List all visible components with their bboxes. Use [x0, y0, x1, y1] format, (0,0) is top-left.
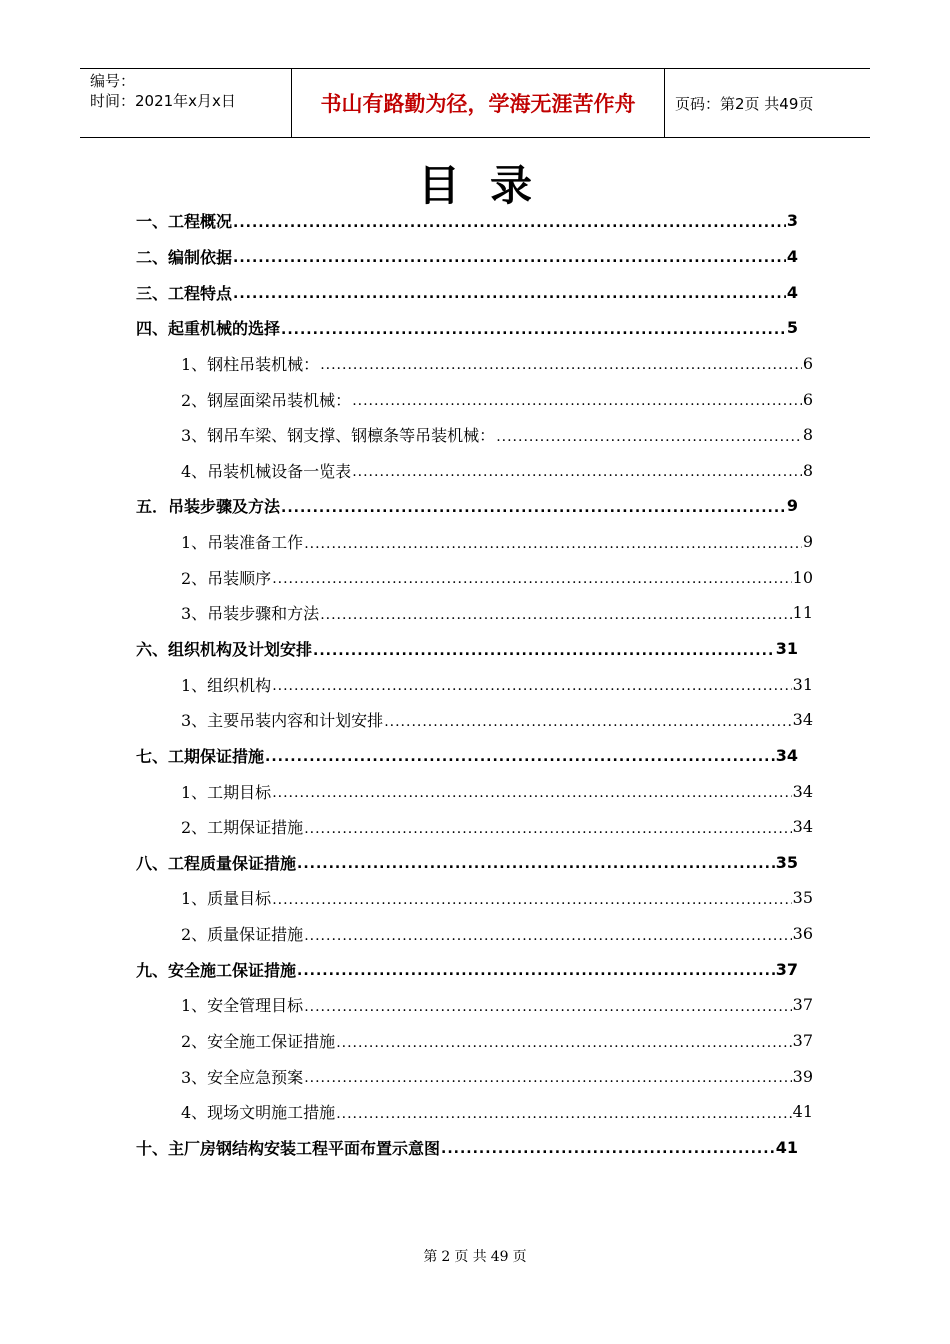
toc-dot-leader — [233, 250, 786, 266]
toc-entry-page-number: 4 — [786, 246, 798, 266]
toc-entry-page-number: 34 — [775, 745, 798, 765]
toc-dot-leader — [281, 500, 786, 516]
toc-subsection-entry[interactable] — [0, 381, 813, 417]
toc-entry-label: 1、质量目标 — [181, 889, 272, 909]
toc-entry-page-number: 41 — [775, 1137, 798, 1157]
toc-entry-page-number: 34 — [792, 781, 813, 801]
toc-dot-leader — [320, 357, 802, 373]
toc-dot-leader — [304, 999, 791, 1015]
toc-entry-label: 2、工期保证措施 — [181, 818, 304, 838]
toc-entry-page-number: 6 — [802, 389, 813, 409]
toc-subsection-entry[interactable] — [0, 916, 813, 952]
toc-entry-page-number: 6 — [802, 353, 813, 373]
document-date: 时间：2021年x月x日 — [90, 92, 236, 110]
toc-dot-leader — [496, 429, 802, 445]
toc-dot-leader — [304, 536, 802, 552]
toc-subsection-entry[interactable] — [0, 559, 813, 595]
toc-subsection-entry[interactable] — [0, 702, 813, 738]
toc-entry-label: 2、吊装顺序 — [181, 568, 272, 588]
toc-dot-leader — [304, 928, 791, 944]
toc-section-entry[interactable] — [0, 274, 798, 310]
toc-subsection-entry[interactable] — [0, 666, 813, 702]
toc-entry-label: 3、吊装步骤和方法 — [181, 604, 320, 624]
toc-dot-leader — [233, 286, 786, 302]
page-header — [80, 68, 870, 138]
toc-subsection-entry[interactable] — [0, 1058, 813, 1094]
toc-dot-leader — [313, 643, 775, 659]
toc-section-entry[interactable] — [0, 1130, 798, 1166]
toc-dot-leader — [336, 1106, 791, 1122]
toc-dot-leader — [441, 1141, 775, 1157]
toc-subsection-entry[interactable] — [0, 452, 813, 488]
toc-entry-page-number: 41 — [792, 1102, 813, 1122]
toc-entry-label: 1、工期目标 — [181, 782, 272, 802]
toc-dot-leader — [320, 607, 791, 623]
toc-entry-label: 3、安全应急预案 — [181, 1067, 304, 1087]
toc-subsection-entry[interactable] — [0, 987, 813, 1023]
toc-entry-label: 1、钢柱吊装机械： — [181, 354, 320, 374]
toc-section-entry[interactable] — [0, 239, 798, 275]
toc-subsection-entry[interactable] — [0, 880, 813, 916]
toc-section-entry[interactable] — [0, 631, 798, 667]
toc-entry-page-number: 8 — [802, 460, 813, 480]
toc-dot-leader — [233, 215, 786, 231]
header-page-info: 页码：第2页 共49页 — [675, 94, 814, 113]
toc-entry-label: 二、编制依据 — [136, 247, 233, 267]
table-of-contents — [0, 203, 950, 1165]
toc-dot-leader — [265, 749, 775, 765]
toc-entry-page-number: 36 — [792, 924, 813, 944]
toc-entry-page-number: 35 — [775, 852, 798, 872]
toc-entry-page-number: 4 — [786, 282, 798, 302]
toc-entry-label: 一、工程概况 — [136, 212, 233, 232]
toc-entry-label: 2、安全施工保证措施 — [181, 1032, 336, 1052]
toc-subsection-entry[interactable] — [0, 1023, 813, 1059]
toc-entry-page-number: 10 — [792, 567, 813, 587]
toc-entry-label: 2、钢屋面梁吊装机械： — [181, 390, 352, 410]
toc-entry-page-number: 35 — [792, 888, 813, 908]
toc-entry-page-number: 37 — [792, 995, 813, 1015]
toc-section-entry[interactable] — [0, 488, 798, 524]
toc-entry-label: 4、现场文明施工措施 — [181, 1103, 336, 1123]
toc-subsection-entry[interactable] — [0, 1094, 813, 1130]
toc-entry-page-number: 34 — [792, 817, 813, 837]
toc-section-entry[interactable] — [0, 951, 798, 987]
footer-prefix: 第 — [423, 1249, 438, 1265]
toc-entry-label: 4、吊装机械设备一览表 — [181, 461, 352, 481]
toc-dot-leader — [297, 856, 775, 872]
toc-subsection-entry[interactable] — [0, 809, 813, 845]
toc-dot-leader — [352, 464, 802, 480]
toc-dot-leader — [297, 963, 775, 979]
header-motto: 书山有路勤为径，学海无涯苦作舟 — [292, 69, 665, 137]
toc-entry-page-number: 37 — [775, 959, 798, 979]
toc-entry-label: 十、主厂房钢结构安装工程平面布置示意图 — [136, 1138, 441, 1158]
page-footer — [0, 1246, 950, 1266]
toc-entry-page-number: 11 — [792, 603, 813, 623]
footer-suffix: 页 — [512, 1249, 527, 1265]
toc-dot-leader — [272, 571, 791, 587]
toc-entry-label: 六、组织机构及计划安排 — [136, 640, 313, 659]
toc-dot-leader — [281, 322, 786, 338]
toc-entry-page-number: 37 — [792, 1031, 813, 1051]
toc-entry-label: 四、起重机械的选择 — [136, 319, 281, 339]
toc-entry-label: 1、吊装准备工作 — [181, 533, 304, 553]
toc-dot-leader — [304, 821, 791, 837]
toc-subsection-entry[interactable] — [0, 524, 813, 560]
toc-entry-page-number: 31 — [775, 639, 798, 658]
toc-subsection-entry[interactable] — [0, 773, 813, 809]
footer-total-pages: 49 — [490, 1249, 509, 1265]
toc-entry-label: 3、钢吊车梁、钢支撑、钢檩条等吊装机械： — [181, 426, 496, 446]
document-number-label: 编号： — [90, 72, 136, 90]
toc-entry-page-number: 31 — [792, 674, 813, 694]
toc-section-entry[interactable] — [0, 738, 798, 774]
toc-section-entry[interactable] — [0, 203, 798, 239]
header-meta — [80, 69, 292, 137]
toc-subsection-entry[interactable] — [0, 595, 813, 631]
toc-entry-label: 七、工期保证措施 — [136, 746, 265, 766]
footer-mid: 页 共 — [454, 1249, 487, 1265]
toc-entry-page-number: 5 — [786, 318, 798, 338]
toc-entry-page-number: 3 — [786, 211, 798, 231]
toc-entry-page-number: 34 — [792, 710, 813, 730]
toc-subsection-entry[interactable] — [0, 417, 813, 453]
toc-entry-label: 3、主要吊装内容和计划安排 — [181, 711, 384, 731]
toc-entry-label: 五．吊装步骤及方法 — [136, 497, 281, 517]
toc-dot-leader — [352, 393, 802, 409]
page-title: 目录 — [417, 161, 562, 210]
toc-entry-label: 2、质量保证措施 — [181, 925, 304, 945]
toc-entry-page-number: 9 — [802, 532, 813, 552]
toc-dot-leader — [336, 1035, 791, 1051]
toc-dot-leader — [272, 678, 791, 694]
footer-current-page: 2 — [441, 1249, 451, 1265]
toc-entry-page-number: 39 — [792, 1066, 813, 1086]
toc-dot-leader — [384, 714, 791, 730]
toc-entry-label: 三、工程特点 — [136, 283, 233, 303]
toc-entry-label: 1、安全管理目标 — [181, 996, 304, 1016]
toc-section-entry[interactable] — [0, 845, 798, 881]
toc-entry-label: 九、安全施工保证措施 — [136, 960, 297, 980]
toc-entry-label: 八、工程质量保证措施 — [136, 853, 297, 873]
toc-dot-leader — [304, 1070, 791, 1086]
toc-entry-label: 1、组织机构 — [181, 675, 272, 695]
toc-entry-page-number: 8 — [802, 425, 813, 445]
toc-entry-page-number: 9 — [786, 496, 798, 516]
toc-dot-leader — [272, 892, 791, 908]
toc-subsection-entry[interactable] — [0, 346, 813, 382]
toc-dot-leader — [272, 785, 791, 801]
toc-section-entry[interactable] — [0, 310, 798, 346]
